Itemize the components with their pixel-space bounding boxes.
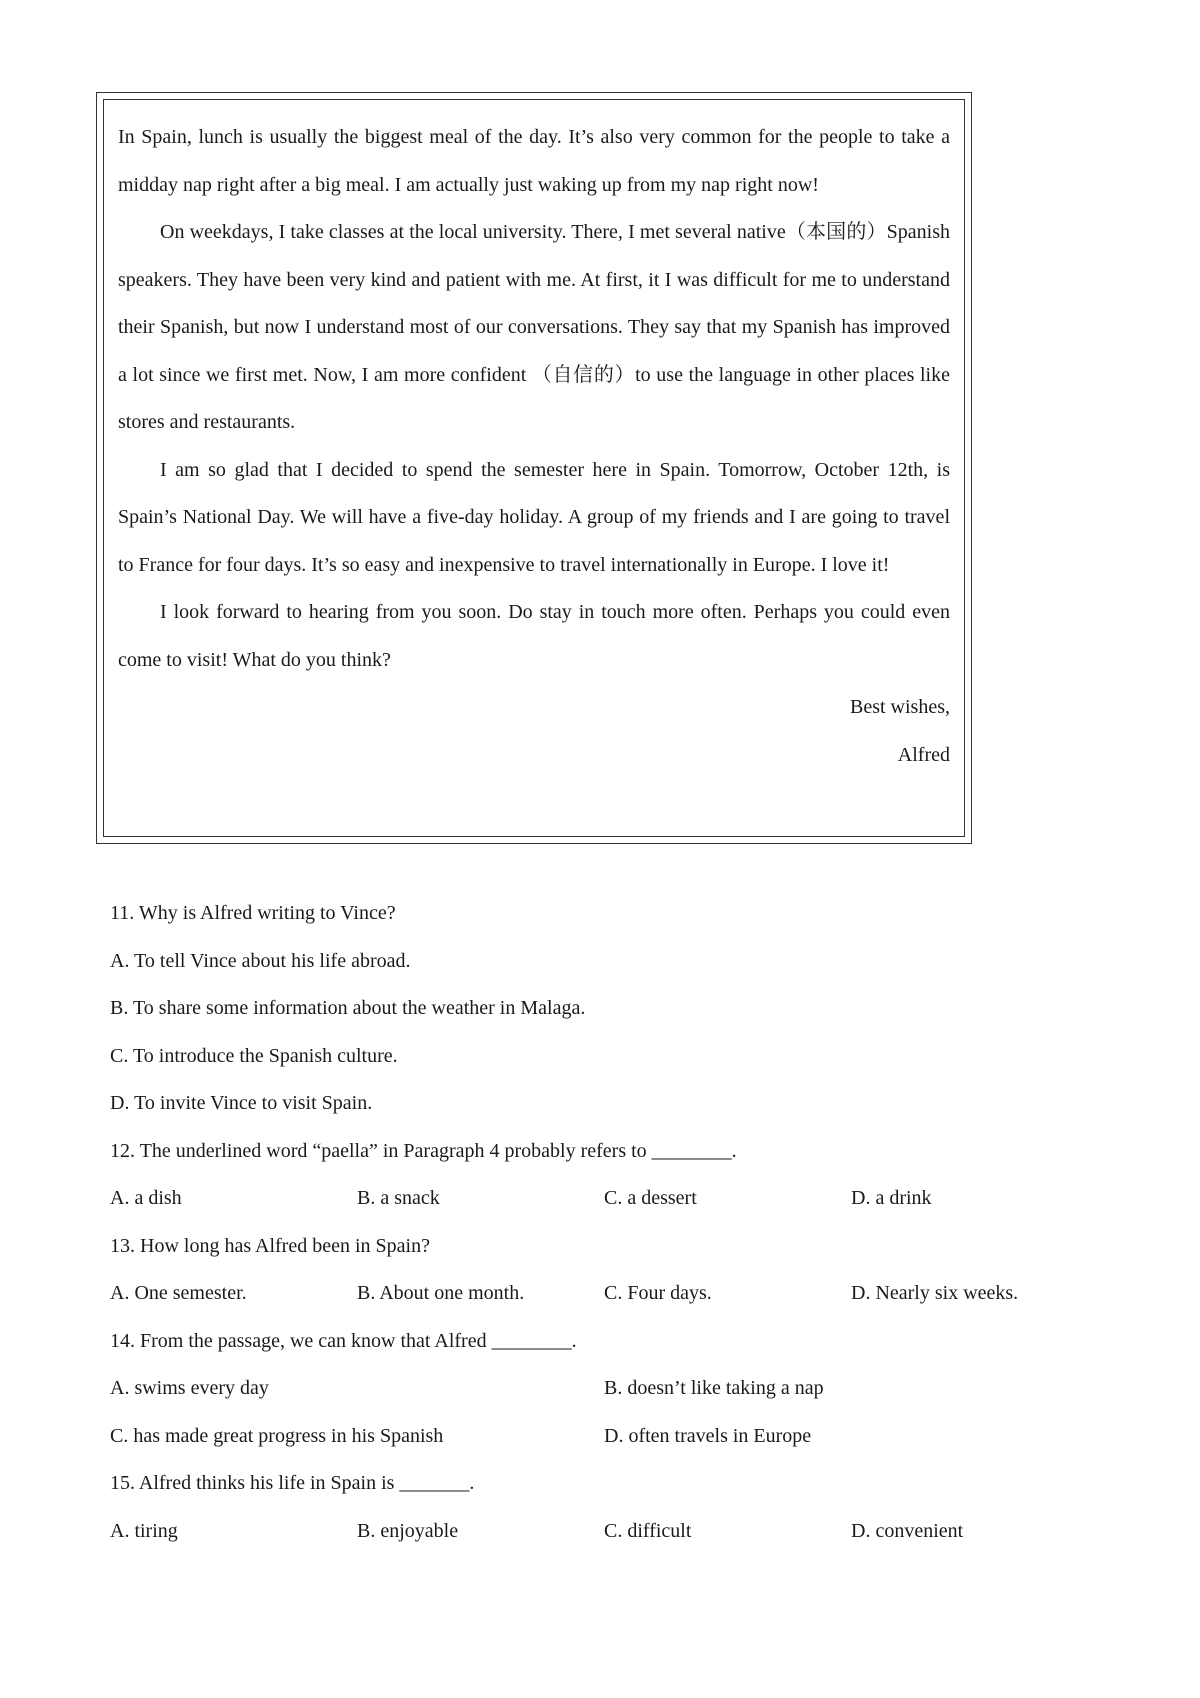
question-13-options (110, 1270, 1110, 1318)
question-14-options-row-2 (110, 1413, 1110, 1461)
question-15-option-c: C. difficult (604, 1519, 692, 1542)
letter-closing: Best wishes, (850, 696, 950, 718)
letter-paragraph-3: I am so glad that I decided to spend the semester here in Spain. Tomorrow, October 12th, is Spain’s National Day. We will have a five-day holiday. A group of my friends and I are going to travel to France for four days. It’s so easy and inexpensive to travel internationally in Europe. I love it! (118, 458, 950, 576)
question-14-options-row-1 (110, 1365, 1110, 1413)
question-14-option-d: D. often travels in Europe (604, 1424, 812, 1447)
question-11-stem: 11. Why is Alfred writing to Vince? (110, 902, 396, 924)
letter-paragraph-4: I look forward to hearing from you soon. Do stay in touch more often. Perhaps you could even come to visit! What do you think? (118, 601, 950, 671)
question-11-option-c: C. To introduce the Spanish culture. (110, 1044, 398, 1067)
question-14-option-c: C. has made great progress in his Spanish (110, 1424, 444, 1447)
question-13-option-b: B. About one month. (357, 1282, 525, 1304)
question-13-option-d: D. Nearly six weeks. (851, 1282, 1019, 1304)
question-12-option-b: B. a snack (357, 1187, 440, 1209)
letter-paragraph-1: In Spain, lunch is usually the biggest meal of the day. It’s also very common for the people to take a midday nap right after a big meal. I am actually just waking up from my nap right now! (118, 126, 950, 196)
question-11-option-d: D. To invite Vince to visit Spain. (110, 1092, 373, 1114)
question-15-options (110, 1508, 1110, 1556)
question-15-option-b: B. enjoyable (357, 1519, 459, 1542)
question-list (110, 890, 1110, 1555)
question-15-option-d: D. convenient (851, 1519, 964, 1542)
question-12-option-c: C. a dessert (604, 1187, 697, 1209)
letter-paragraph-2: On weekdays, I take classes at the local university. There, I met several native（本国的）Spanish speakers. They have been very kind and patient with me. At first, it I was difficult for me to understand their Spanish, but now I understand most of our conversations. They say that my Spanish has improved a lot since we first met. Now, I am more confident （自信的）to use the language in other places like stores and restaurants. (118, 221, 950, 433)
question-11-option-b: B. To share some information about the weather in Malaga. (110, 997, 586, 1019)
question-12-option-d: D. a drink (851, 1187, 932, 1209)
question-14-option-b: B. doesn’t like taking a nap (604, 1377, 824, 1399)
question-12-stem: 12. The underlined word “paella” in Paragraph 4 probably refers to ________. (110, 1139, 737, 1162)
question-15-option-a: A. tiring (110, 1519, 178, 1542)
letter-box (96, 92, 972, 844)
letter-inner-border (103, 99, 965, 837)
question-13-option-a: A. One semester. (110, 1282, 247, 1304)
question-12-options (110, 1175, 1110, 1223)
question-13-stem: 13. How long has Alfred been in Spain? (110, 1234, 430, 1257)
letter-signature: Alfred (897, 743, 950, 766)
question-15-stem: 15. Alfred thinks his life in Spain is _______. (110, 1472, 475, 1494)
question-12-option-a: A. a dish (110, 1187, 182, 1209)
question-14-option-a: A. swims every day (110, 1377, 269, 1399)
question-13-option-c: C. Four days. (604, 1282, 712, 1304)
question-14-stem: 14. From the passage, we can know that Alfred ________. (110, 1329, 577, 1352)
question-11-option-a: A. To tell Vince about his life abroad. (110, 949, 411, 972)
